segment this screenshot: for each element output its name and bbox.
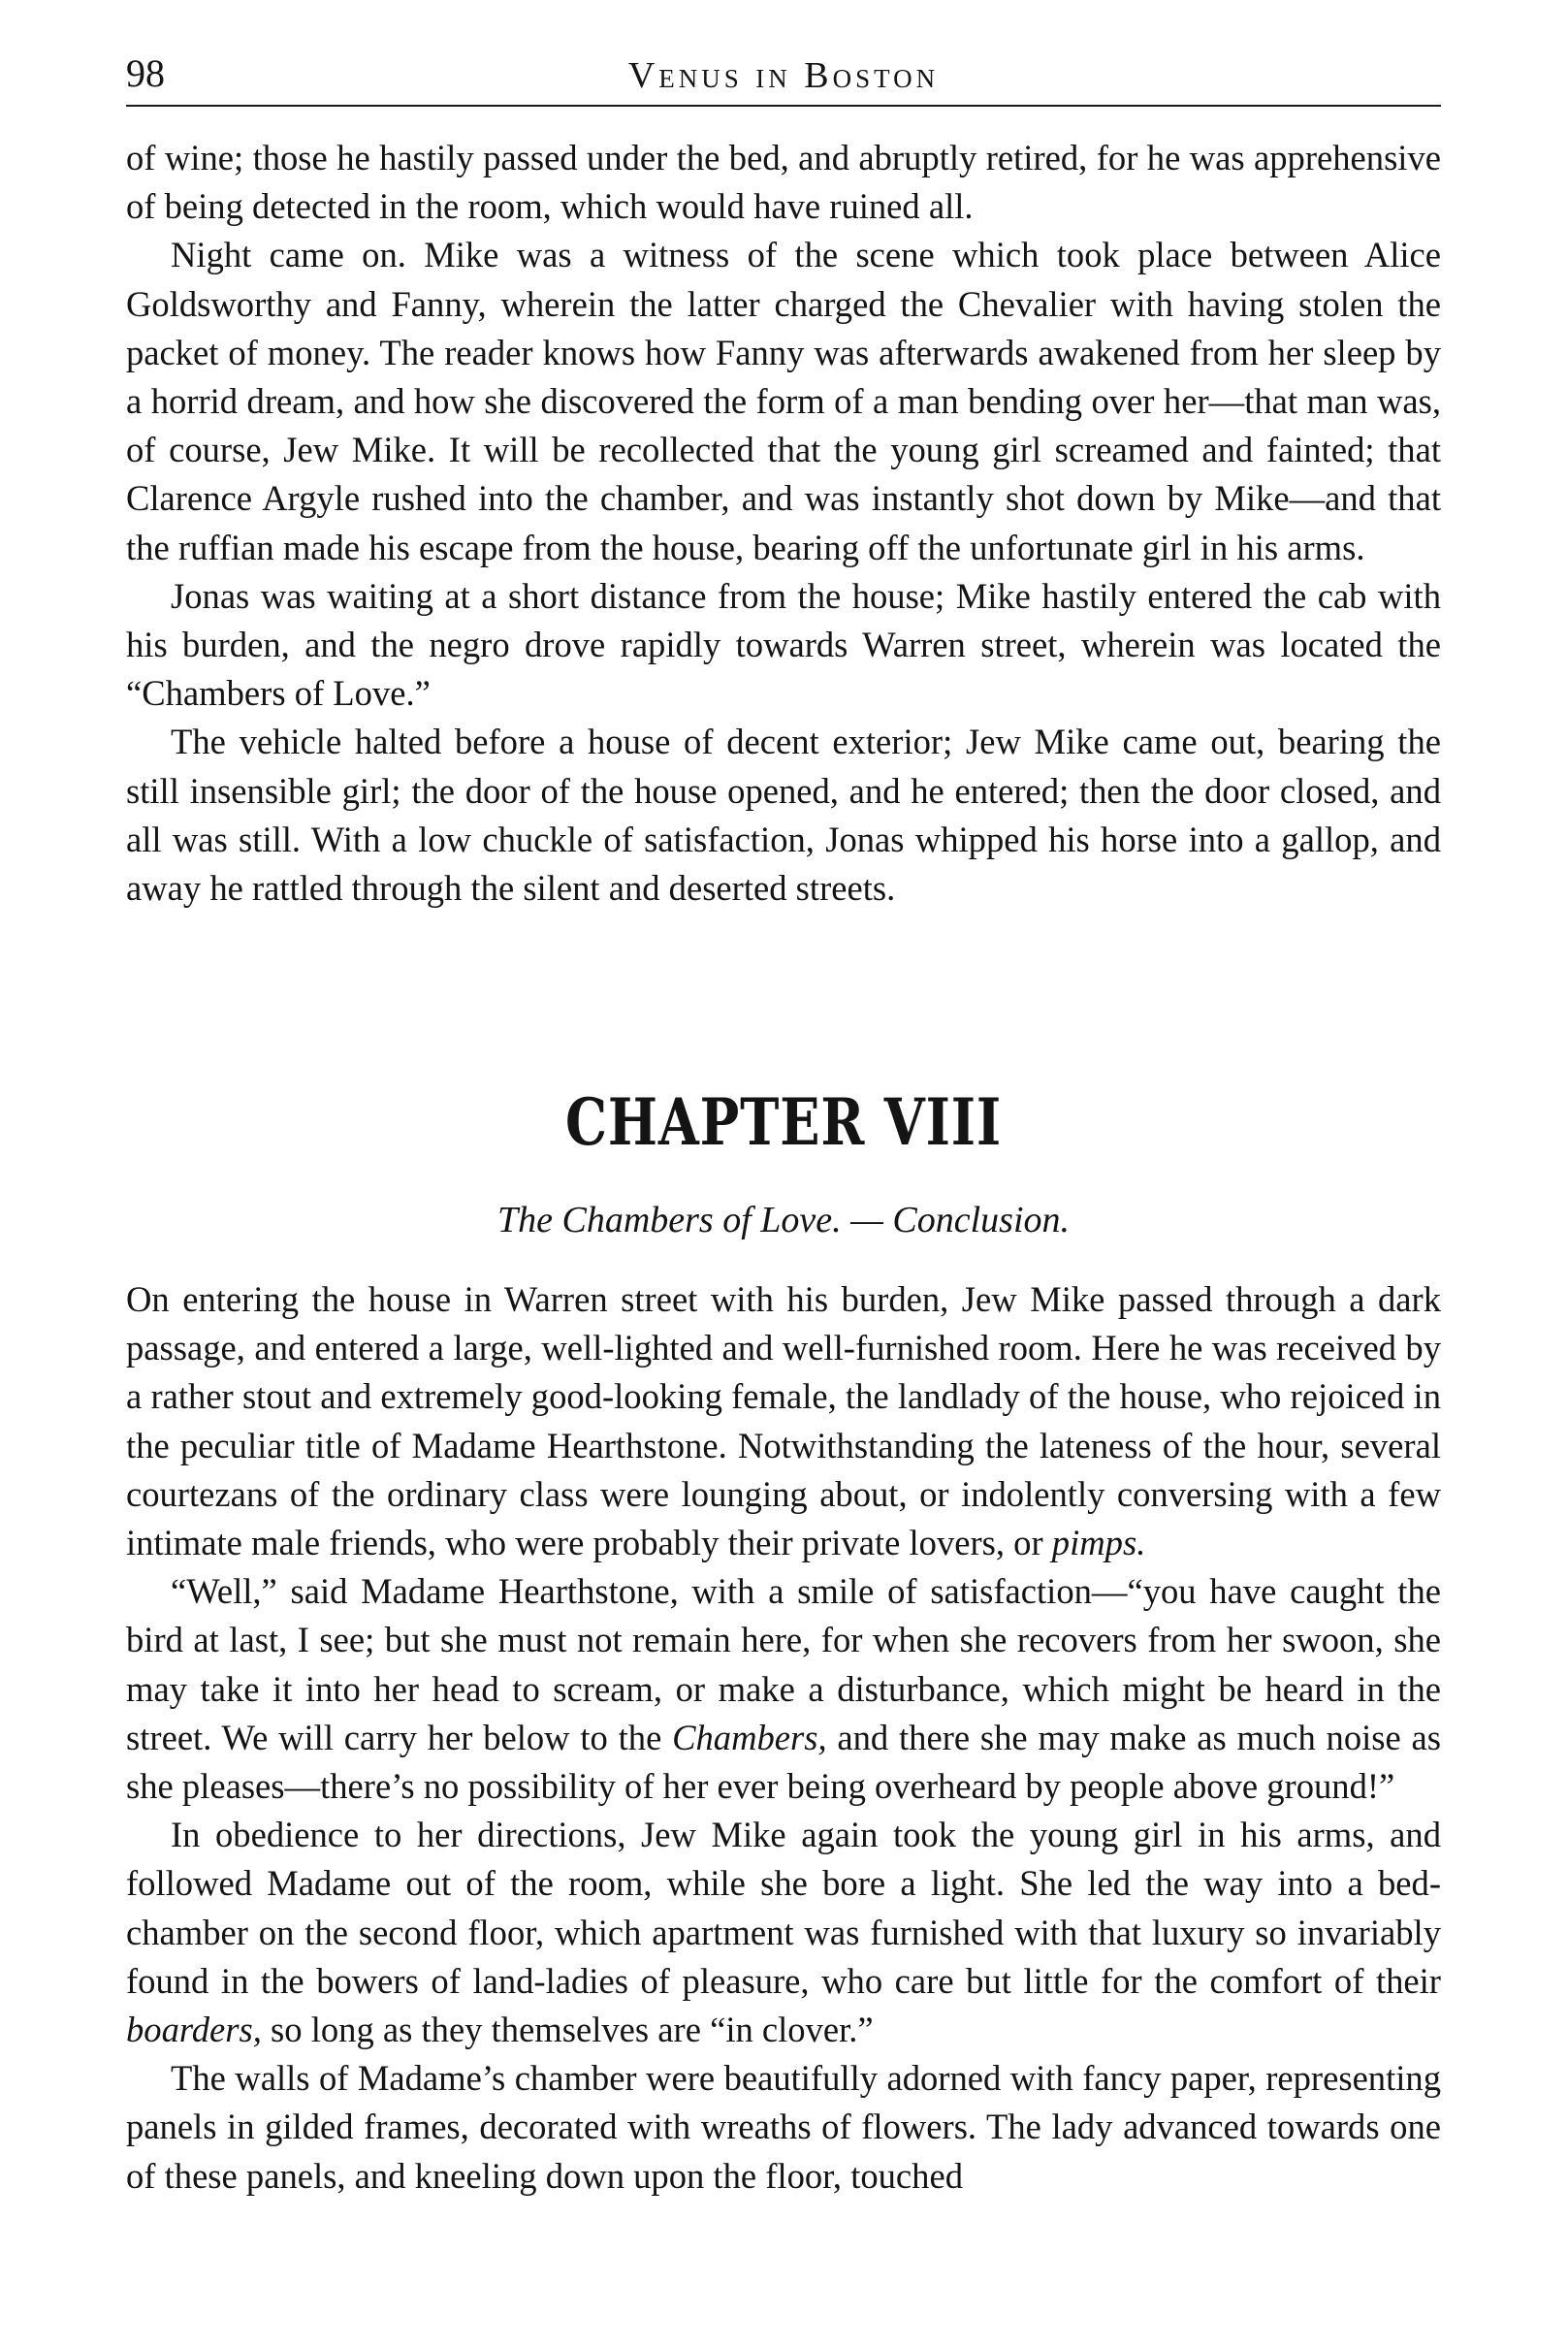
previous-chapter-text bbox=[126, 134, 1441, 913]
chapter-text bbox=[126, 1275, 1441, 2201]
paragraph-text: On entering the house in Warren street with his burden, Jew Mike passed through a dark passage, and entered a large, well-lighted and well-furnished room. Here he was received by a rather stout and extremely good-looking female, the landlady of the house, who rejoiced in the peculiar title of Madame Hearthstone. Notwithstanding the lateness of the hour, several courtezans of the ordinary class were lounging about, or indolently conversing with a few intimate male friends, who were probably their private lovers, or bbox=[126, 1279, 1441, 1563]
running-title: Venus in Boston bbox=[627, 55, 940, 96]
paragraph-text: and there she may make as much noise as she pleases—there’s no possibility of her ever being overheard by people above ground!” bbox=[126, 1717, 1441, 1807]
paragraph bbox=[126, 1811, 1441, 2054]
running-head bbox=[126, 48, 1441, 107]
page-number: 98 bbox=[126, 51, 165, 95]
chapter-heading: CHAPTER VIII bbox=[564, 1084, 1003, 1160]
paragraph-text: In obedience to her directions, Jew Mike again took the young girl in his arms, and followed Madame out of the room, while she bore a light. She led the way into a bed-chamber on the second floor, which apartment was furnished with that luxury so invariably found in the bowers of land-ladies of pleasure, who care but little for the comfort of their bbox=[126, 1815, 1441, 2001]
paragraph-text: so long as they themselves are “in clover.” bbox=[261, 2010, 874, 2050]
paragraph: The vehicle halted before a house of decent exterior; Jew Mike came out, bearing the still insensible girl; the door of the house opened, and he entered; then the door closed, and all was still. With a low chuckle of satisfaction, Jonas whipped his horse into a gallop, and away he rattled through the silent and deserted streets. bbox=[126, 722, 1441, 909]
emphasis: pimps. bbox=[1051, 1523, 1146, 1563]
emphasis: boarders, bbox=[126, 2010, 262, 2050]
paragraph-text: “Well,” said Madame Hearthstone, with a smile of satisfaction—“you have caught the bird at last, I see; but she must not remain here, for when she recovers from her swoon, she may take it into her head to scream, or make a disturbance, which might be heard in the street. We will carry her below to the bbox=[126, 1571, 1441, 1757]
paragraph: Night came on. Mike was a witness of the scene which took place between Alice Goldsworthy and Fanny, wherein the latter charged the Chevalier with having stolen the packet of money. The reader knows how Fanny was afterwards awakened from her sleep by a horrid dream, and how she discovered the form of a man bending over her—that man was, of course, Jew Mike. It will be recollected that the young girl screamed and fainted; that Clarence Argyle rushed into the chamber, and was instantly shot down by Mike—and that the ruffian made his escape from the house, bearing off the unfortunate girl in his arms. bbox=[126, 235, 1441, 567]
paragraph bbox=[126, 1275, 1441, 1567]
paragraph: The walls of Madame’s chamber were beautifully adorned with fancy paper, representing panels in gilded frames, decorated with wreaths of flowers. The lady advanced towards one of these panels, and kneeling down upon the floor, touched bbox=[126, 2058, 1441, 2196]
emphasis: Chambers, bbox=[672, 1717, 827, 1757]
paragraph: of wine; those he hastily passed under the bed, and abruptly retired, for he was apprehensive of being detected in the room, which would have ruined all. bbox=[126, 138, 1441, 227]
chapter-subtitle: The Chambers of Love. — Conclusion. bbox=[496, 1200, 1071, 1240]
paragraph bbox=[126, 1567, 1441, 1811]
paragraph: Jonas was waiting at a short distance from the house; Mike hastily entered the cab with his burden, and the negro drove rapidly towards Warren street, wherein was located the “Chambers of Love.” bbox=[126, 575, 1441, 714]
